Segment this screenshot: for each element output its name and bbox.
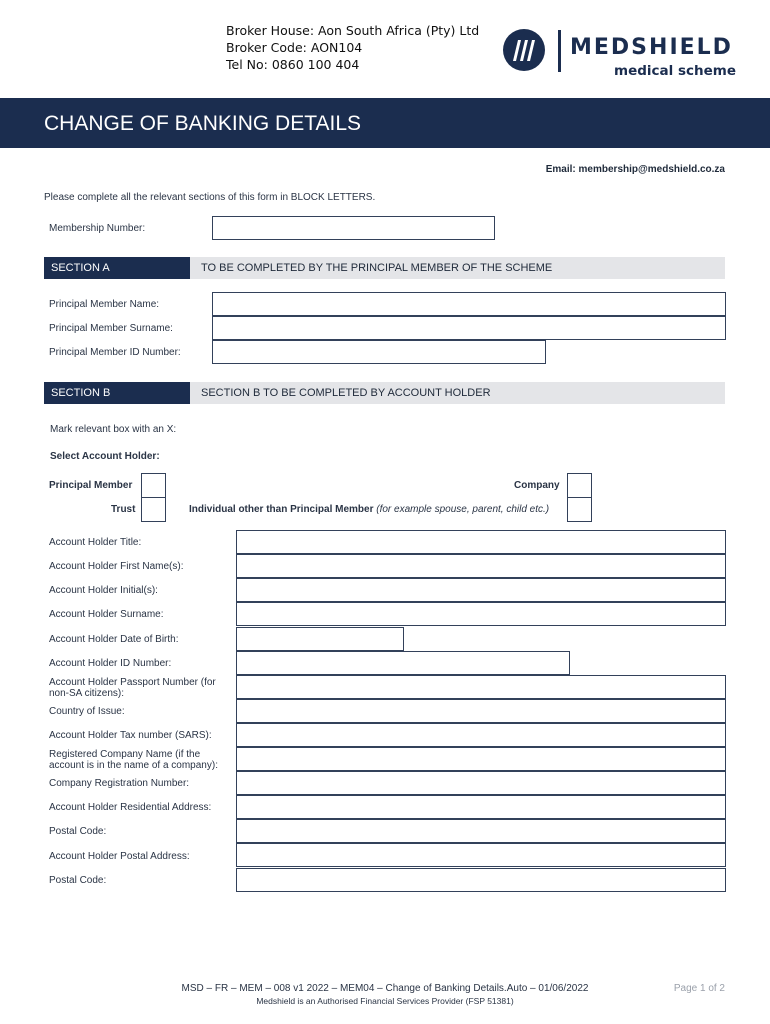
broker-code: Broker Code: AON104 — [226, 40, 363, 55]
residential-address-field[interactable] — [236, 795, 726, 819]
option-company-label: Company — [514, 480, 560, 491]
logo-divider — [558, 30, 561, 72]
broker-tel: Tel No: 0860 100 404 — [226, 57, 360, 72]
trust-checkbox[interactable] — [141, 497, 166, 522]
tax-number-label: Account Holder Tax number (SARS): — [49, 730, 212, 741]
postal-address-label: Account Holder Postal Address: — [49, 851, 190, 862]
membership-number-field[interactable] — [212, 216, 495, 240]
company-name-label: Registered Company Name (if the account is in the name of a company): — [49, 749, 218, 771]
tax-number-field[interactable] — [236, 723, 726, 747]
passport-label: Account Holder Passport Number (for non-SA citizens): — [49, 677, 216, 699]
title-field[interactable] — [236, 530, 726, 554]
dob-field[interactable] — [236, 627, 404, 651]
company-name-field[interactable] — [236, 747, 726, 771]
company-checkbox[interactable] — [567, 473, 592, 498]
postal-code-label: Postal Code: — [49, 826, 107, 837]
postal-address-field[interactable] — [236, 843, 726, 867]
option-individual-text: Individual other than Principal Member — [189, 504, 374, 515]
surname-field[interactable] — [236, 602, 726, 626]
membership-number-label: Membership Number: — [49, 223, 146, 234]
principal-surname-field[interactable] — [212, 316, 726, 340]
id-number-field[interactable] — [236, 651, 570, 675]
section-a-tag: SECTION A — [44, 257, 190, 279]
option-individual-note: (for example spouse, parent, child etc.) — [376, 504, 550, 515]
option-principal-label: Principal Member — [49, 480, 133, 491]
logo-subtitle: medical scheme — [614, 63, 736, 79]
principal-name-field[interactable] — [212, 292, 726, 316]
section-b-tag: SECTION B — [44, 382, 190, 404]
passport-field[interactable] — [236, 675, 726, 699]
first-name-label: Account Holder First Name(s): — [49, 561, 184, 572]
principal-name-label: Principal Member Name: — [49, 299, 160, 310]
principal-surname-label: Principal Member Surname: — [49, 323, 173, 334]
instructions: Please complete all the relevant sections of this form in BLOCK LETTERS. — [44, 192, 376, 203]
surname-label: Account Holder Surname: — [49, 609, 164, 620]
footer-fsp-note: Medshield is an Authorised Financial Services Provider (FSP 51381) — [256, 996, 514, 1006]
medshield-logo-icon — [502, 28, 548, 72]
principal-id-field[interactable] — [212, 340, 546, 364]
page-number: Page 1 of 2 — [673, 983, 725, 994]
initials-label: Account Holder Initial(s): — [49, 585, 158, 596]
footer-document-ref: MSD – FR – MEM – 008 v1 2022 – MEM04 – Change of Banking Details.Auto – 01/06/2022 — [181, 983, 589, 994]
initials-field[interactable] — [236, 578, 726, 602]
company-reg-label: Company Registration Number: — [49, 778, 190, 789]
postal-code-2-label: Postal Code: — [49, 875, 107, 886]
logo-name: MEDSHIELD — [570, 35, 733, 60]
option-trust-label: Trust — [111, 504, 136, 515]
mark-instruction: Mark relevant box with an X: — [50, 424, 177, 435]
title-label: Account Holder Title: — [49, 537, 142, 548]
first-name-field[interactable] — [236, 554, 726, 578]
broker-house: Broker House: Aon South Africa (Pty) Ltd — [226, 23, 480, 38]
postal-code-2-field[interactable] — [236, 868, 726, 892]
residential-address-label: Account Holder Residential Address: — [49, 802, 212, 813]
principal-member-checkbox[interactable] — [141, 473, 166, 498]
principal-id-label: Principal Member ID Number: — [49, 347, 181, 358]
section-a-heading: TO BE COMPLETED BY THE PRINCIPAL MEMBER OF THE SCHEME — [190, 257, 725, 279]
select-account-holder-label: Select Account Holder: — [50, 451, 160, 462]
page-title: CHANGE OF BANKING DETAILS — [44, 112, 361, 135]
broker-info — [226, 22, 479, 73]
id-number-label: Account Holder ID Number: — [49, 658, 172, 669]
postal-code-field[interactable] — [236, 819, 726, 843]
company-reg-field[interactable] — [236, 771, 726, 795]
option-individual-label — [189, 504, 549, 515]
dob-label: Account Holder Date of Birth: — [49, 634, 179, 645]
country-field[interactable] — [236, 699, 726, 723]
email-contact: Email: membership@medshield.co.za — [545, 164, 725, 175]
country-label: Country of Issue: — [49, 706, 125, 717]
individual-checkbox[interactable] — [567, 497, 592, 522]
section-b-heading: SECTION B TO BE COMPLETED BY ACCOUNT HOLDER — [190, 382, 725, 404]
